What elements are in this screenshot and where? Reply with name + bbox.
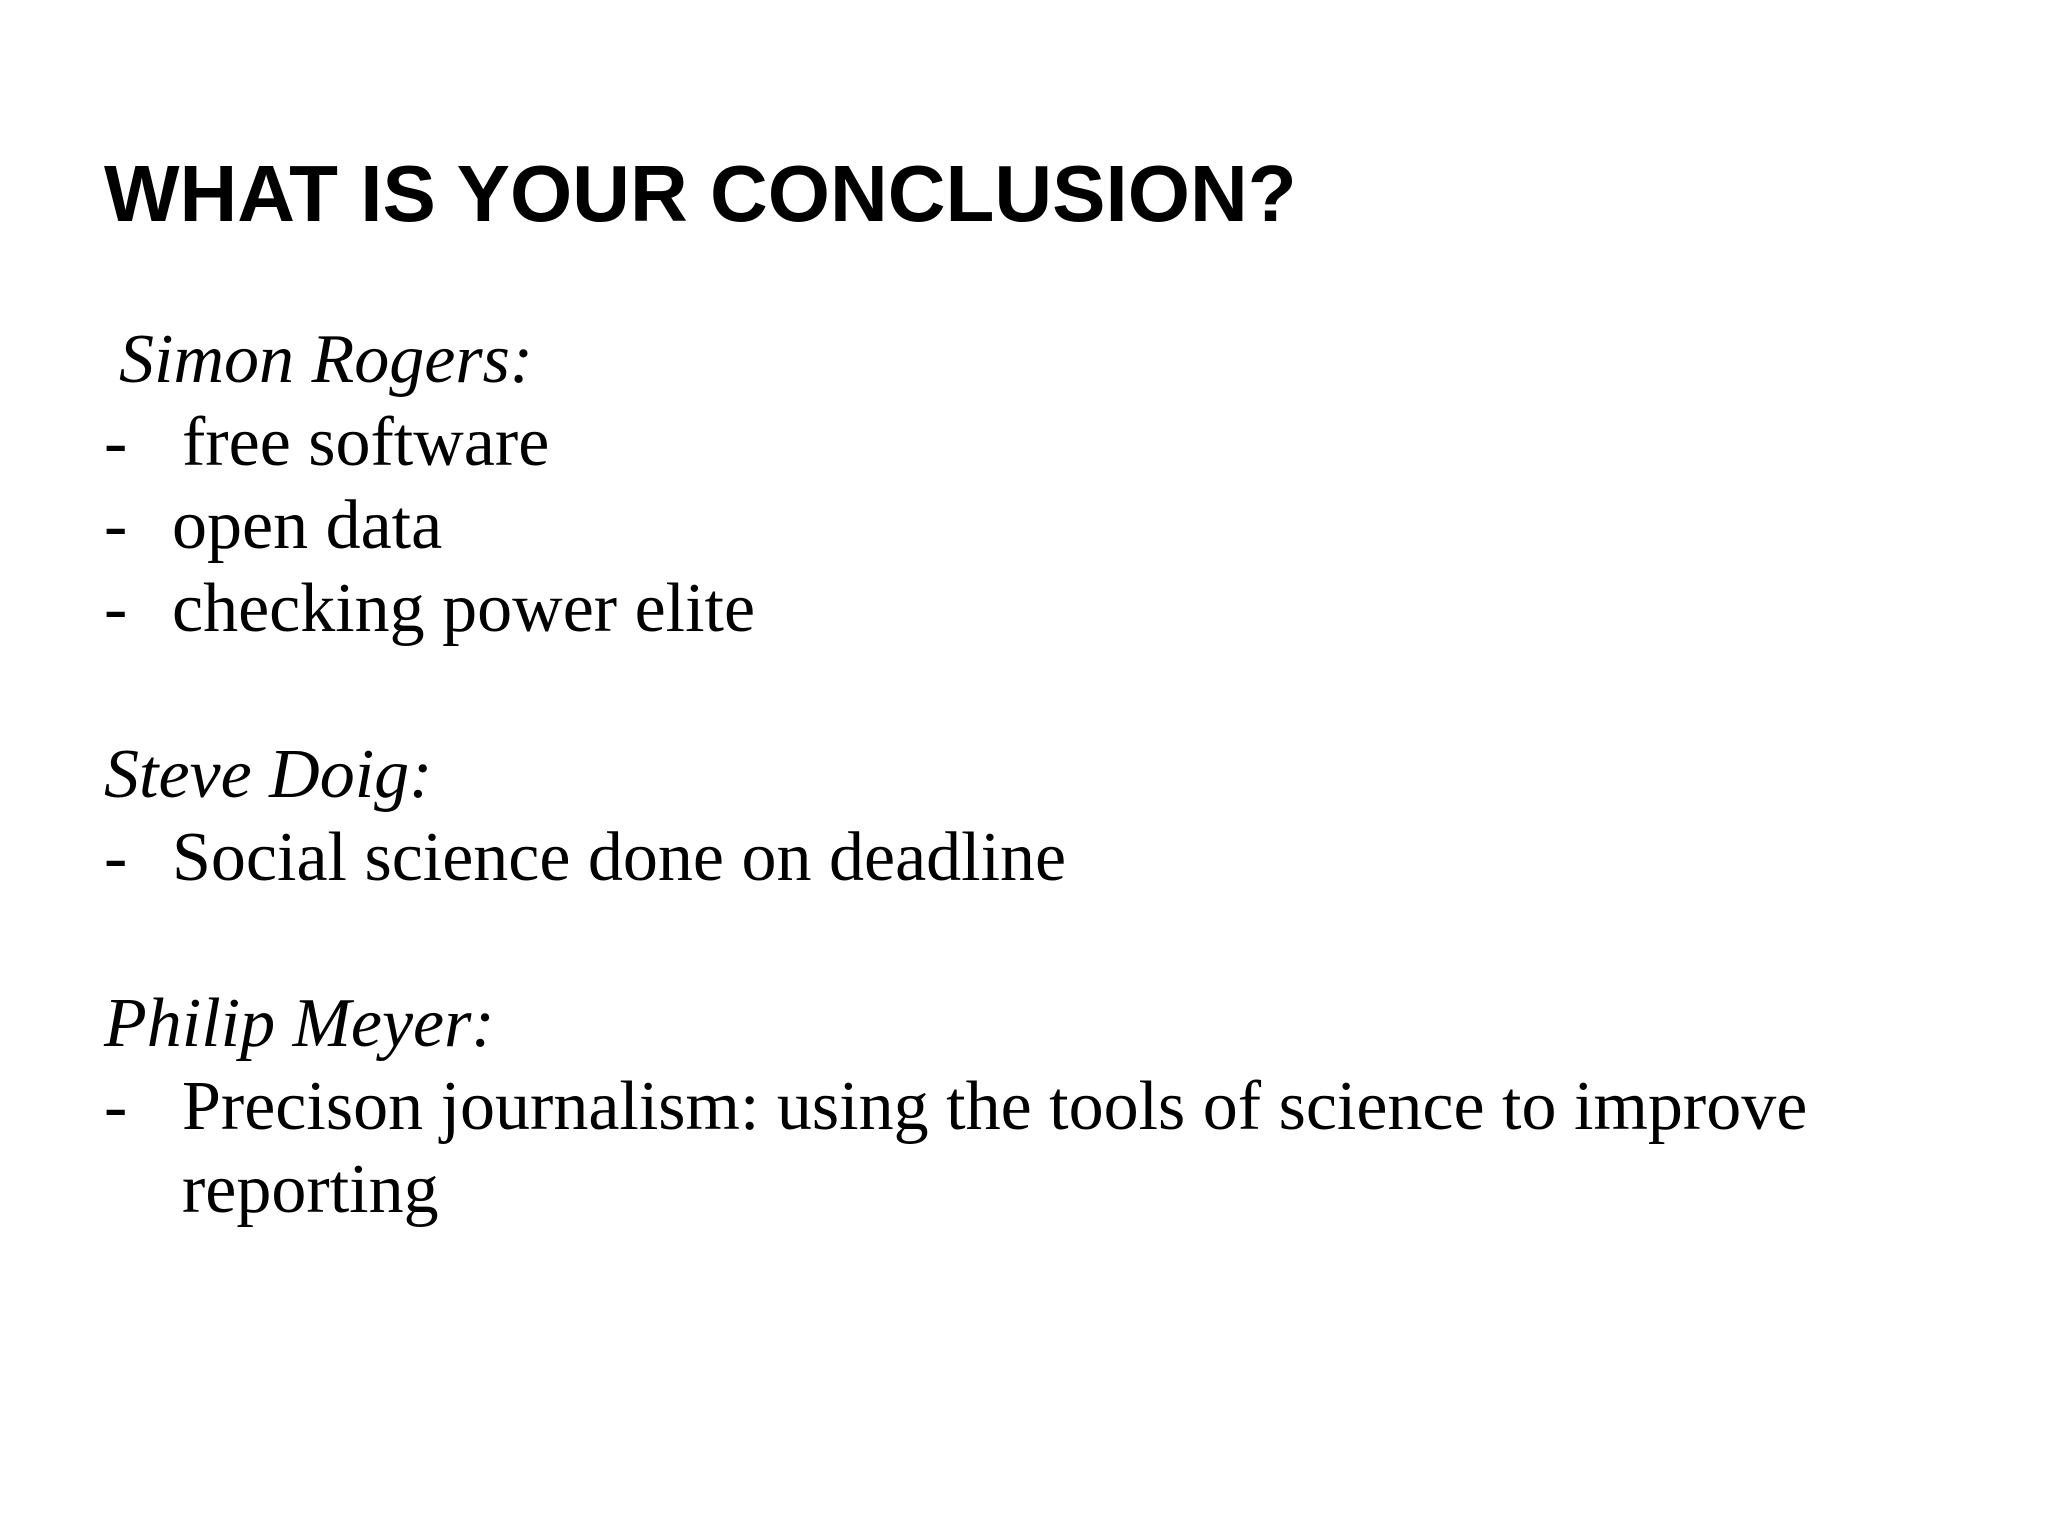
bullet-dash: -: [104, 1068, 128, 1145]
list-item: [104, 1065, 1882, 1231]
list-item: [104, 816, 1984, 899]
point-text: Social science done on deadline: [172, 819, 1067, 896]
list-item: [104, 401, 1984, 484]
point-text: Precison journalism: using the tools of science to improve reporting: [182, 1068, 1808, 1228]
slide-body: [104, 318, 1984, 1231]
point-text: open data: [172, 487, 443, 564]
bullet-dash: -: [104, 404, 128, 481]
list-item: [104, 484, 1984, 567]
point-list: [104, 401, 1984, 650]
list-item: [104, 567, 1984, 650]
point-text: checking power elite: [172, 570, 756, 647]
speaker-name: Philip Meyer:: [104, 985, 495, 1062]
point-list: [104, 1065, 1984, 1231]
point-text: free software: [182, 404, 550, 481]
bullet-dash: -: [104, 487, 128, 564]
spacer: [104, 650, 1984, 733]
speaker-name: Steve Doig:: [104, 736, 433, 813]
point-list: [104, 816, 1984, 899]
bullet-dash: -: [104, 819, 128, 896]
section-steve-doig: [104, 733, 1984, 899]
slide-title: WHAT IS YOUR CONCLUSION?: [104, 149, 1297, 238]
bullet-dash: -: [104, 570, 128, 647]
section-simon-rogers: [104, 318, 1984, 650]
spacer: [104, 899, 1984, 982]
section-philip-meyer: [104, 982, 1984, 1231]
speaker-name: Simon Rogers:: [119, 321, 534, 398]
